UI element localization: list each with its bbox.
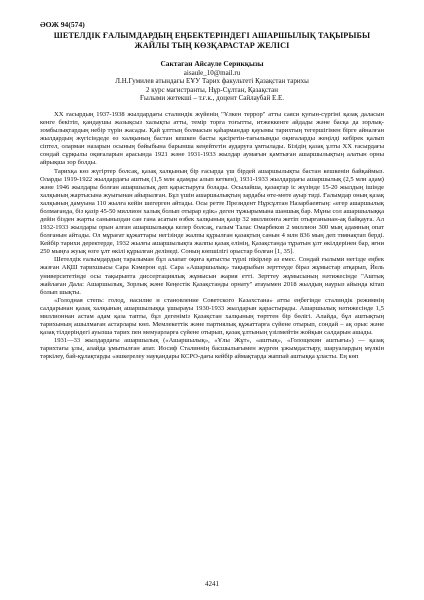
supervisor: Ғылыми жетекші – т.ғ.к., доцент Сайлаубай Е.Е. [139,94,285,103]
author-affiliation: Л.Н.Гумилев атындағы ЕҰУ Тарих факультеті Қазақстан тарихы [115,77,309,86]
article-title [40,31,384,51]
body-paragraph-2: Тарихқа көз жүгіртер болсақ, қазақ халқының бір ғасырда үш бірдей ашаршылықты бастан кешкенін байқаймыз. Оларды 1919-1922 жылдардағы аштық (1,5 млн адамды алып кеткен), 1931-1933 жылдардағы ашаршылық (2,5 млн адам) және 1946 жылдары болған ашаршылық деп қарастыруға болады. Осылайша, қазақтар іс жүзінде 15-20 жылдың ішінде халқының жартысына жуығынан айырылған. Бұл үшін ашаршылықтың зардабы өте-мөте ауыр тиді. Ғалымдар оның қазақ халқының дамуына 110 жылға кейін шегерген айтады. Осы ретте Президент Нұрсұлтан Назарбаевтың: «егер ашаршылық болмағанда, біз қазір 45-50 миллион халық болып отырар едік» деген тұжырымына шаншық бар. Мұны сол ашаршылыққа дейін бізден жарты саныныздан сан гана асатын өзбек халқының қазір 32 миллионға жетіп отырғанынан-ақ байқауға. Ал 1932-1933 жылдары орын алған ашаршылыққа келер болсақ, ғалым Талас Омарбеков 2 миллион 300 мың адамның опат болғанын айтады. Ол мұрағат құжаттары негізінде жалпы құрылған қазақтың санын 4 млн 836 мың деп тиянақтап берді. Кейбір тарихи деректерде, 1932 жылғы ашаршылықта жалпы қазақ елінің, Қазақстанда тұратын ұлт өкілдерінен бар, яғни 250 мыңға жуық өзге ұлт өкілі құрылған делінеді. Соның көпшілігі орыстар болған [1, 35]. [40,167,384,256]
author-email: aisaule_10@mail.ru [183,68,241,77]
author-block [40,60,384,103]
body-paragraph-5: 1931—33 жылдардағы ашаршылық («Ашаршылық», «Ұлы Жұт», «аштық», «Голощекин аштығы») — қазақ тарихтағы ұлы, алайда ұмытылған апат. Иосиф Сталиннің басшылығымен жүрген ұжымдастыру, шаруалардың мүлкін тәркілеу, бай-құлақтарды «әшкерелеу науқандары КСРО-дағы кейбір аймақтарда жаппай аштыққа ұласты. Ең көп [40,337,384,361]
author-name: Сактаган Айсауле Серикқызы [160,59,264,68]
udc-code: ӘОЖ 94(574) [40,20,85,29]
body-paragraph-1: ХХ ғасырдың 1937-1938 жылдардағы сталиндік жүйенің "Ұлкен террор" атты саяси қуғын-сүргінi қазақ даласын кенге бекітіп, қандаушы жазықсыз халықты атты, темір торға тоғытты, итжеккенге айдады және басқа да зорлық-зомбылықтардың небір түрін жасады. Қай ұлттың болмасын қаһармандар қауымы тарихтың тегершігімен біргe айналған жылдардың жүгісіндеде өз халқының бастан кешкен басты қасiретiн-тағылымды оқиғаларды жеңiлдi кебірек қалып сіптел, оларман назарын осының бәйыбына барынша кеңейтетін аударуға ұмтылады. Бізідің қазақ ұлты ХХ ғасырдағы сондай сұрқылы оқиғаларын арасында 1921 және 1931-1933 жылдар аумағын қамтыған ашаршылықтың алатын орны айрықша зор болды. [40,110,384,167]
body-paragraph-4: «Голодная степь: голод, насилие и становление Советского Казахстана» атты еңбегінде сталиндік режимнің салдарынан қазақ халқының ашаршылыққа ұшырауы 1930-1933 жылдарын қарастырады. Ашаршылық нәтижесінде 1,5 миллионнан астам адам қаза тапты, бұл дегеніміз Қазақстан халқының төрттен бір бөлігі. Алайда, бұл аштықтың тарихының ашылмаған астарлары көп. Мемлекеттік және партиялық құжаттарға сүйене отырып, сондай – ақ орыс және қазақ тілдеріндегі ауызша тарих пен мемуарларға сүйене отырып, қазақ ұлтының үзілмейтін жойқын салдарын ашады. [40,296,384,337]
title-line-1: ШЕТЕЛДІК ҒАЛЫМДАРДЫҢ ЕҢБЕКТЕРІНДЕГІ АШАРШЫЛЫҚ ТАҚЫРЫБЫ [53,31,371,40]
body-paragraph-3: Шетелдік ғалымдардың таралыман бұл алапат оқиға қатысты түрлі пікірлер аз емес. Сондай ғылыми негізде еңбек жазған АҚШ тарихшысы Сара Кэмерон еді. Сара «Ашаршылық» тақырыбын зерттеуде бірaз жұмыстар атқарып, Йель университетінде осы тақырыпта диссертациялық жұмысын жария етті. Зерттеу жұмысының нәтижесінде "Аштық жайлаған Дала: Ашаршылық, Зорлық және Кеңестік Қазақстанды орнату" атауымен 2018 жылдың наурыз айында кітап болып шықты. [40,256,384,296]
page-number: 4241 [205,580,219,588]
author-program: 2 курс магистранты, Нұр-Сұлтан, Қазақстан [145,85,279,94]
title-line-2: ЖАЙЛЫ ТЫҢ КӨЗҚАРАСТАР ЖЕЛІСІ [134,41,290,50]
